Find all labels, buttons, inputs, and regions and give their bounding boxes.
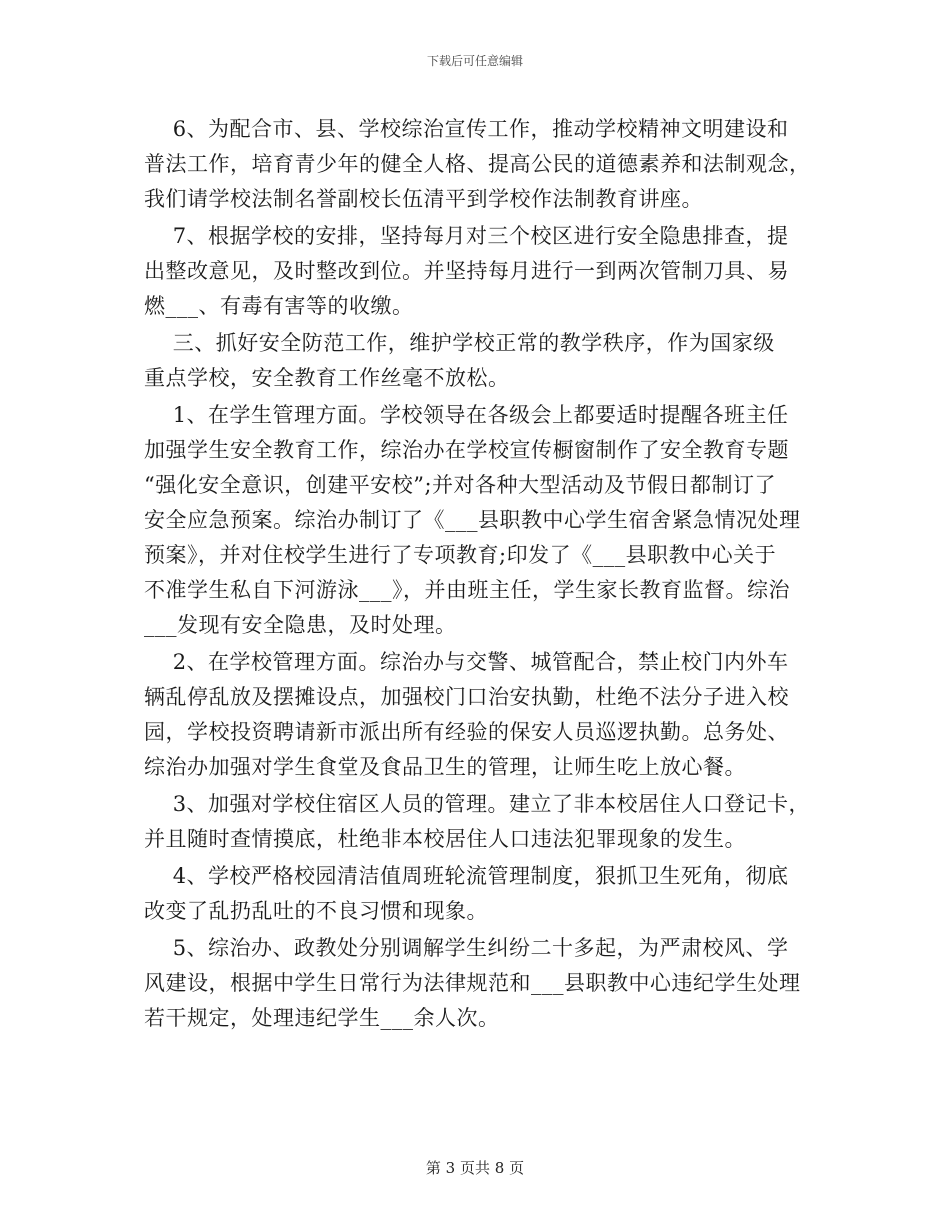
paragraph-line: 2、在学校管理方面。综治办与交警、城管配合，禁止校门内外车 — [144, 650, 789, 674]
paragraph-line: ___发现有安全隐患，及时处理。 — [144, 613, 457, 637]
paragraph-line: 燃___、有毒有害等的收缴。 — [144, 294, 414, 318]
paragraph-line: 5、综治办、政教处分别调解学生纠纷二十多起，为严肃校风、学 — [144, 936, 789, 960]
paragraph-line: 加强学生安全教育工作，综治办在学校宣传橱窗制作了安全教育专题 — [144, 438, 789, 462]
page-footer: 第 3 页共 8 页 — [425, 1159, 525, 1177]
paragraph-line: 若干规定，处理违纪学生___余人次。 — [144, 1006, 500, 1030]
page-header: 下载后可任意编辑 — [426, 54, 523, 68]
paragraph-line: “强化安全意识，创建平安校”;并对各种大型活动及节假日都制订了 — [144, 473, 777, 497]
document-body — [144, 112, 814, 1038]
paragraph-line: 重点学校，安全教育工作丝毫不放松。 — [144, 366, 510, 390]
paragraph-line: 3、加强对学校住宿区人员的管理。建立了非本校居住人口登记卡， — [144, 792, 811, 816]
paragraph-line: 我们请学校法制名誉副校长伍清平到学校作法制教育讲座。 — [144, 187, 703, 211]
paragraph-line: 4、学校严格校园清洁值周班轮流管理制度，狠抓卫生死角，彻底 — [144, 864, 789, 888]
paragraph — [144, 859, 814, 929]
paragraph-line: 6、为配合市、县、学校综治宣传工作，推动学校精神文明建设和 — [144, 117, 789, 141]
paragraph — [144, 112, 814, 217]
paragraph-line: 出整改意见，及时整改到位。并坚持每月进行一到两次管制刀具、易 — [144, 259, 789, 283]
paragraph-line: 预案》，并对住校学生进行了专项教育;印发了《___县职教中心关于 — [144, 543, 777, 567]
paragraph-line: 安全应急预案。综治办制订了《___县职教中心学生宿舍紧急情况处理 — [144, 508, 801, 532]
paragraph-line: 综治办加强对学生食堂及食品卫生的管理，让师生吃上放心餐。 — [144, 755, 746, 779]
paragraph — [144, 219, 814, 324]
paragraph — [144, 645, 814, 785]
paragraph-line: 园，学校投资聘请新市派出所有经验的保安人员巡逻执勤。总务处、 — [144, 720, 789, 744]
paragraph-line: 普法工作，培育青少年的健全人格、提高公民的道德素养和法制观念， — [144, 152, 811, 176]
paragraph-line: 并且随时查情摸底，杜绝非本校居住人口违法犯罪现象的发生。 — [144, 827, 746, 851]
paragraph — [144, 931, 814, 1036]
paragraph-line: 三、抓好安全防范工作，维护学校正常的教学秩序，作为国家级 — [144, 331, 775, 355]
paragraph-line: 辆乱停乱放及摆摊设点，加强校门口治安执勤，杜绝不法分子进入校 — [144, 685, 789, 709]
paragraph — [144, 326, 814, 396]
paragraph — [144, 398, 814, 643]
paragraph-line: 改变了乱扔乱吐的不良习惯和现象。 — [144, 899, 488, 923]
paragraph — [144, 787, 814, 857]
paragraph-line: 1、在学生管理方面。学校领导在各级会上都要适时提醒各班主任 — [144, 403, 789, 427]
paragraph-line: 风建设，根据中学生日常行为法律规范和___县职教中心违纪学生处理 — [144, 971, 801, 995]
paragraph-line: 7、根据学校的安排，坚持每月对三个校区进行安全隐患排查，提 — [144, 224, 789, 248]
paragraph-line: 不准学生私自下河游泳___》，并由班主任，学生家长教育监督。综治 — [144, 578, 790, 602]
